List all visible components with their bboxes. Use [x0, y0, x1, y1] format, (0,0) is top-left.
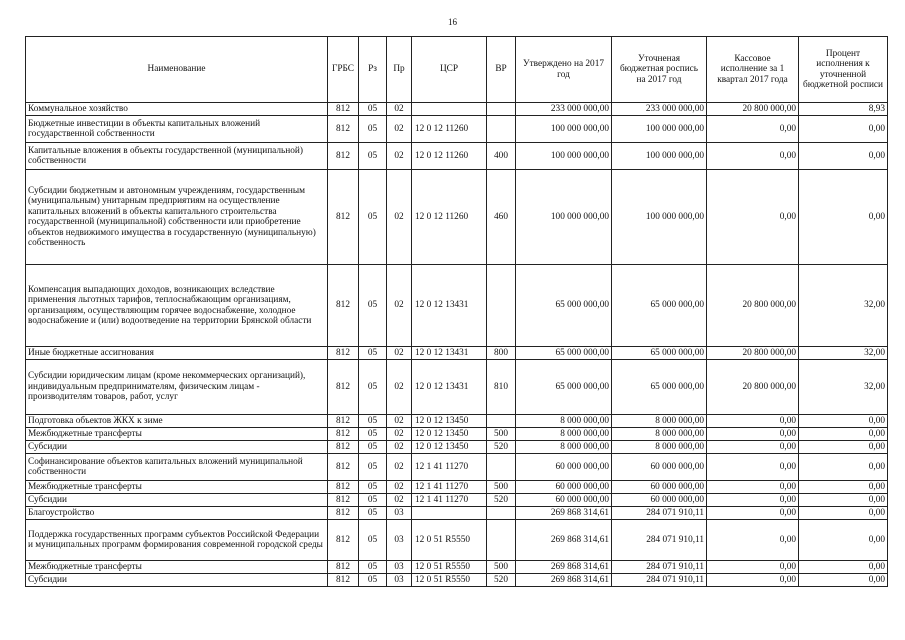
cash-execution-cell: 20 800 000,00	[707, 347, 799, 360]
approved-cell: 269 868 314,61	[516, 574, 612, 587]
pr-cell: 02	[387, 360, 412, 415]
approved-cell: 8 000 000,00	[516, 441, 612, 454]
csr-cell: 12 0 51 R5550	[412, 520, 487, 561]
name-cell: Субсидии бюджетным и автономным учреждениям, государственным (муниципальным) унитарным предприятиям на осуществление капитальных вложений в объекты капитального строительства государственной (муниципальной) собственности или приобретение объектов недвижимого имущества в государственную (муниципальную) собственность	[26, 170, 328, 265]
name-cell: Бюджетные инвестиции в объекты капитальных вложений государственной собственности	[26, 116, 328, 143]
csr-cell: 12 0 51 R5550	[412, 574, 487, 587]
name-cell: Межбюджетные трансферты	[26, 428, 328, 441]
revised-cell: 233 000 000,00	[612, 103, 707, 116]
name-cell: Субсидии юридическим лицам (кроме некоммерческих организаций), индивидуальным предпринимателям, физическим лицам - производителям товаров, работ, услуг	[26, 360, 328, 415]
percent-cell: 0,00	[799, 494, 888, 507]
cash-execution-cell: 20 800 000,00	[707, 265, 799, 347]
vr-cell: 500	[487, 561, 516, 574]
revised-cell: 8 000 000,00	[612, 428, 707, 441]
pr-cell: 02	[387, 143, 412, 170]
header-name: Наименование	[26, 37, 328, 103]
table-row	[26, 561, 888, 574]
table-row	[26, 360, 888, 415]
revised-cell: 8 000 000,00	[612, 415, 707, 428]
rz-cell: 05	[359, 428, 387, 441]
pr-cell: 02	[387, 428, 412, 441]
rz-cell: 05	[359, 116, 387, 143]
vr-cell	[487, 116, 516, 143]
approved-cell: 65 000 000,00	[516, 265, 612, 347]
grbs-cell: 812	[328, 103, 359, 116]
approved-cell: 60 000 000,00	[516, 454, 612, 481]
header-grbs: ГРБС	[328, 37, 359, 103]
grbs-cell: 812	[328, 561, 359, 574]
percent-cell: 0,00	[799, 116, 888, 143]
rz-cell: 05	[359, 481, 387, 494]
cash-execution-cell: 0,00	[707, 116, 799, 143]
percent-cell: 0,00	[799, 561, 888, 574]
table-row	[26, 574, 888, 587]
csr-cell: 12 0 12 11260	[412, 116, 487, 143]
approved-cell: 269 868 314,61	[516, 520, 612, 561]
approved-cell: 65 000 000,00	[516, 347, 612, 360]
name-cell: Межбюджетные трансферты	[26, 561, 328, 574]
header-approved: Утверждено на 2017 год	[516, 37, 612, 103]
table-row	[26, 428, 888, 441]
table-body	[26, 103, 888, 587]
approved-cell: 65 000 000,00	[516, 360, 612, 415]
percent-cell: 0,00	[799, 143, 888, 170]
grbs-cell: 812	[328, 520, 359, 561]
revised-cell: 284 071 910,11	[612, 574, 707, 587]
vr-cell: 520	[487, 494, 516, 507]
csr-cell: 12 0 12 11260	[412, 170, 487, 265]
percent-cell: 0,00	[799, 520, 888, 561]
cash-execution-cell: 0,00	[707, 507, 799, 520]
name-cell: Субсидии	[26, 494, 328, 507]
percent-cell: 0,00	[799, 507, 888, 520]
cash-execution-cell: 0,00	[707, 454, 799, 481]
csr-cell: 12 0 12 13431	[412, 347, 487, 360]
table-row	[26, 170, 888, 265]
vr-cell: 400	[487, 143, 516, 170]
rz-cell: 05	[359, 507, 387, 520]
percent-cell: 0,00	[799, 415, 888, 428]
revised-cell: 65 000 000,00	[612, 360, 707, 415]
name-cell: Софинансирование объектов капитальных вложений муниципальной собственности	[26, 454, 328, 481]
vr-cell	[487, 520, 516, 561]
cash-execution-cell: 0,00	[707, 415, 799, 428]
revised-cell: 284 071 910,11	[612, 561, 707, 574]
pr-cell: 03	[387, 507, 412, 520]
percent-cell: 0,00	[799, 574, 888, 587]
name-cell: Субсидии	[26, 574, 328, 587]
approved-cell: 60 000 000,00	[516, 494, 612, 507]
vr-cell: 800	[487, 347, 516, 360]
vr-cell	[487, 454, 516, 481]
csr-cell: 12 1 41 11270	[412, 494, 487, 507]
rz-cell: 05	[359, 520, 387, 561]
rz-cell: 05	[359, 360, 387, 415]
vr-cell: 460	[487, 170, 516, 265]
approved-cell: 100 000 000,00	[516, 116, 612, 143]
grbs-cell: 812	[328, 441, 359, 454]
percent-cell: 32,00	[799, 265, 888, 347]
pr-cell: 02	[387, 454, 412, 481]
csr-cell: 12 1 41 11270	[412, 481, 487, 494]
approved-cell: 269 868 314,61	[516, 561, 612, 574]
pr-cell: 02	[387, 494, 412, 507]
name-cell: Компенсация выпадающих доходов, возникающих вследствие применения льготных тарифов, теплоснабжающим организациям, организациям, осуществляющим горячее водоснабжение, холодное водоснабжение и (или) водоотведение на территории Брянской области	[26, 265, 328, 347]
table-row	[26, 116, 888, 143]
percent-cell: 8,93	[799, 103, 888, 116]
percent-cell: 0,00	[799, 481, 888, 494]
header-vr: ВР	[487, 37, 516, 103]
revised-cell: 284 071 910,11	[612, 507, 707, 520]
table-row	[26, 143, 888, 170]
csr-cell: 12 0 12 13450	[412, 441, 487, 454]
pr-cell: 02	[387, 265, 412, 347]
csr-cell	[412, 507, 487, 520]
pr-cell: 03	[387, 561, 412, 574]
csr-cell: 12 0 51 R5550	[412, 561, 487, 574]
header-pr: Пр	[387, 37, 412, 103]
pr-cell: 02	[387, 481, 412, 494]
table-row	[26, 347, 888, 360]
table-row	[26, 507, 888, 520]
table-row	[26, 481, 888, 494]
cash-execution-cell: 0,00	[707, 481, 799, 494]
grbs-cell: 812	[328, 116, 359, 143]
revised-cell: 60 000 000,00	[612, 481, 707, 494]
percent-cell: 32,00	[799, 360, 888, 415]
cash-execution-cell: 0,00	[707, 441, 799, 454]
cash-execution-cell: 20 800 000,00	[707, 103, 799, 116]
table-header-row	[26, 37, 888, 103]
cash-execution-cell: 20 800 000,00	[707, 360, 799, 415]
vr-cell	[487, 265, 516, 347]
name-cell: Коммунальное хозяйство	[26, 103, 328, 116]
csr-cell: 12 0 12 13431	[412, 360, 487, 415]
revised-cell: 60 000 000,00	[612, 494, 707, 507]
vr-cell: 500	[487, 428, 516, 441]
table-row	[26, 415, 888, 428]
cash-execution-cell: 0,00	[707, 520, 799, 561]
table-row	[26, 265, 888, 347]
grbs-cell: 812	[328, 481, 359, 494]
rz-cell: 05	[359, 561, 387, 574]
pr-cell: 03	[387, 574, 412, 587]
revised-cell: 65 000 000,00	[612, 265, 707, 347]
csr-cell	[412, 103, 487, 116]
grbs-cell: 812	[328, 454, 359, 481]
vr-cell	[487, 507, 516, 520]
approved-cell: 233 000 000,00	[516, 103, 612, 116]
pr-cell: 02	[387, 116, 412, 143]
csr-cell: 12 0 12 13450	[412, 428, 487, 441]
header-revised: Уточненая бюджетная роспись на 2017 год	[612, 37, 707, 103]
name-cell: Благоустройство	[26, 507, 328, 520]
approved-cell: 100 000 000,00	[516, 170, 612, 265]
revised-cell: 65 000 000,00	[612, 347, 707, 360]
revised-cell: 8 000 000,00	[612, 441, 707, 454]
grbs-cell: 812	[328, 494, 359, 507]
pr-cell: 02	[387, 103, 412, 116]
csr-cell: 12 0 12 13450	[412, 415, 487, 428]
vr-cell: 520	[487, 574, 516, 587]
pr-cell: 03	[387, 520, 412, 561]
vr-cell: 520	[487, 441, 516, 454]
cash-execution-cell: 0,00	[707, 494, 799, 507]
rz-cell: 05	[359, 347, 387, 360]
vr-cell	[487, 103, 516, 116]
grbs-cell: 812	[328, 170, 359, 265]
percent-cell: 0,00	[799, 441, 888, 454]
percent-cell: 32,00	[799, 347, 888, 360]
revised-cell: 100 000 000,00	[612, 170, 707, 265]
csr-cell: 12 0 12 11260	[412, 143, 487, 170]
csr-cell: 12 1 41 11270	[412, 454, 487, 481]
approved-cell: 100 000 000,00	[516, 143, 612, 170]
approved-cell: 269 868 314,61	[516, 507, 612, 520]
revised-cell: 60 000 000,00	[612, 454, 707, 481]
pr-cell: 02	[387, 347, 412, 360]
table-row	[26, 103, 888, 116]
revised-cell: 284 071 910,11	[612, 520, 707, 561]
rz-cell: 05	[359, 143, 387, 170]
table-row	[26, 441, 888, 454]
grbs-cell: 812	[328, 265, 359, 347]
name-cell: Подготовка объектов ЖКХ к зиме	[26, 415, 328, 428]
grbs-cell: 812	[328, 360, 359, 415]
vr-cell	[487, 415, 516, 428]
page-number: 16	[448, 17, 457, 27]
approved-cell: 60 000 000,00	[516, 481, 612, 494]
rz-cell: 05	[359, 574, 387, 587]
cash-execution-cell: 0,00	[707, 170, 799, 265]
name-cell: Поддержка государственных программ субъектов Российской Федерации и муниципальных программ формирования современной городской среды	[26, 520, 328, 561]
table-row	[26, 454, 888, 481]
vr-cell: 500	[487, 481, 516, 494]
header-percent: Процент исполнения к уточненной бюджетной росписи	[799, 37, 888, 103]
csr-cell: 12 0 12 13431	[412, 265, 487, 347]
revised-cell: 100 000 000,00	[612, 143, 707, 170]
rz-cell: 05	[359, 415, 387, 428]
grbs-cell: 812	[328, 574, 359, 587]
percent-cell: 0,00	[799, 454, 888, 481]
grbs-cell: 812	[328, 507, 359, 520]
vr-cell: 810	[487, 360, 516, 415]
rz-cell: 05	[359, 494, 387, 507]
pr-cell: 02	[387, 170, 412, 265]
approved-cell: 8 000 000,00	[516, 415, 612, 428]
name-cell: Межбюджетные трансферты	[26, 481, 328, 494]
cash-execution-cell: 0,00	[707, 428, 799, 441]
cash-execution-cell: 0,00	[707, 143, 799, 170]
percent-cell: 0,00	[799, 170, 888, 265]
rz-cell: 05	[359, 103, 387, 116]
rz-cell: 05	[359, 441, 387, 454]
name-cell: Иные бюджетные ассигнования	[26, 347, 328, 360]
grbs-cell: 812	[328, 428, 359, 441]
pr-cell: 02	[387, 441, 412, 454]
percent-cell: 0,00	[799, 428, 888, 441]
revised-cell: 100 000 000,00	[612, 116, 707, 143]
approved-cell: 8 000 000,00	[516, 428, 612, 441]
cash-execution-cell: 0,00	[707, 574, 799, 587]
grbs-cell: 812	[328, 415, 359, 428]
pr-cell: 02	[387, 415, 412, 428]
name-cell: Субсидии	[26, 441, 328, 454]
rz-cell: 05	[359, 170, 387, 265]
header-cash-execution: Кассовое исполнение за 1 квартал 2017 года	[707, 37, 799, 103]
header-rz: Рз	[359, 37, 387, 103]
header-csr: ЦСР	[412, 37, 487, 103]
rz-cell: 05	[359, 265, 387, 347]
rz-cell: 05	[359, 454, 387, 481]
grbs-cell: 812	[328, 143, 359, 170]
budget-table	[25, 36, 888, 587]
name-cell: Капитальные вложения в объекты государственной (муниципальной) собственности	[26, 143, 328, 170]
table-row	[26, 494, 888, 507]
table-row	[26, 520, 888, 561]
cash-execution-cell: 0,00	[707, 561, 799, 574]
grbs-cell: 812	[328, 347, 359, 360]
